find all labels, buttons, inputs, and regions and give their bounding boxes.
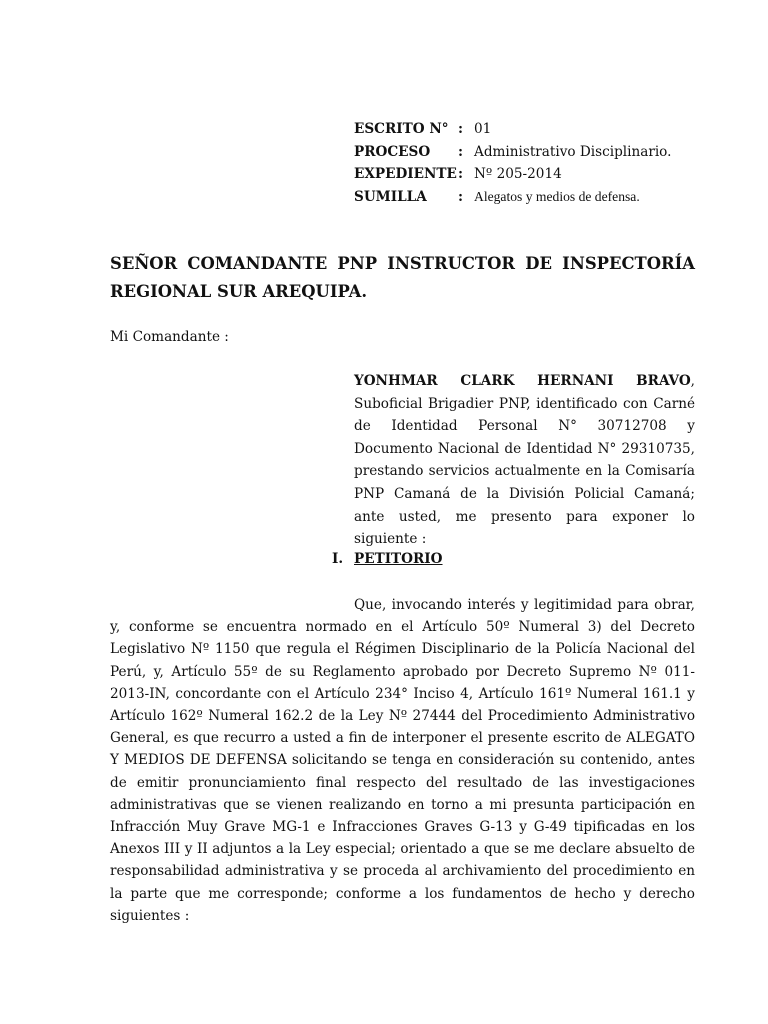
header-value: Administrativo Disciplinario.	[474, 143, 672, 160]
header-separator: :	[458, 121, 464, 138]
header-key: PROCESO	[354, 143, 431, 160]
header-value: Alegatos y medios de defensa.	[474, 188, 640, 204]
header-separator: :	[458, 166, 464, 183]
salutation: Mi Comandante :	[110, 329, 229, 345]
header-row-escrito	[354, 118, 714, 141]
header-key: ESCRITO N°	[354, 121, 449, 138]
section-heading	[332, 548, 443, 570]
header-value: 01	[474, 121, 492, 138]
case-header	[354, 118, 714, 208]
header-separator: :	[458, 188, 464, 205]
header-key: EXPEDIENTE	[354, 166, 457, 183]
header-value: Nº 205-2014	[474, 166, 562, 183]
introduction-paragraph	[354, 370, 695, 551]
header-separator: :	[458, 143, 464, 160]
header-row-expediente	[354, 163, 714, 186]
section-title: PETITORIO	[354, 551, 443, 567]
header-row-sumilla	[354, 186, 714, 209]
header-row-proceso	[354, 141, 714, 164]
petitioner-name: YONHMAR CLARK HERNANI BRAVO	[354, 373, 691, 389]
petitorio-paragraph: Que, invocando interés y legitimidad para obrar, y, conforme se encuentra normado en el Artículo 50º Numeral 3) del Decreto Legislativo Nº 1150 que regula el Régimen Disciplinario de la Policía Nacional del Perú, y, Artículo 55º de su Reglamento aprobado por Decreto Supremo Nº 011-2013-IN, concordante con el Artículo 234° Inciso 4, Artículo 161º Numeral 161.1 y Artículo 162º Numeral 162.2 de la Ley Nº 27444 del Procedimiento Administrativo General, es que recurro a usted a fin de interponer el presente escrito de ALEGATO Y MEDIOS DE DEFENSA solicitando se tenga en consideración su contenido, antes de emitir pronunciamiento final respecto del resultado de las investigaciones administrativas que se vienen realizando en torno a mi presunta participación en Infracción Muy Grave MG-1 e Infracciones Graves G-13 y G-49 tipificadas en los Anexos III y II adjuntos a la Ley especial; orientado a que se me declare absuelto de responsabilidad administrativa y se proceda al archivamiento del procedimiento en la parte que me corresponde; conforme a los fundamentos de hecho y derecho siguientes :	[110, 597, 695, 924]
header-key: SUMILLA	[354, 188, 427, 205]
addressee-heading: SEÑOR COMANDANTE PNP INSTRUCTOR DE INSPECTORÍA REGIONAL SUR AREQUIPA.	[110, 254, 695, 301]
section-number: I.	[332, 551, 344, 567]
introduction-text: , Suboficial Brigadier PNP, identificado con Carné de Identidad Personal N° 30712708 y Documento Nacional de Identidad N° 29310735, prestando servicios actualmente en la Comisaría PNP Camaná de la División Policial Camaná; ante usted, me presento para exponer lo siguiente :	[354, 373, 695, 548]
